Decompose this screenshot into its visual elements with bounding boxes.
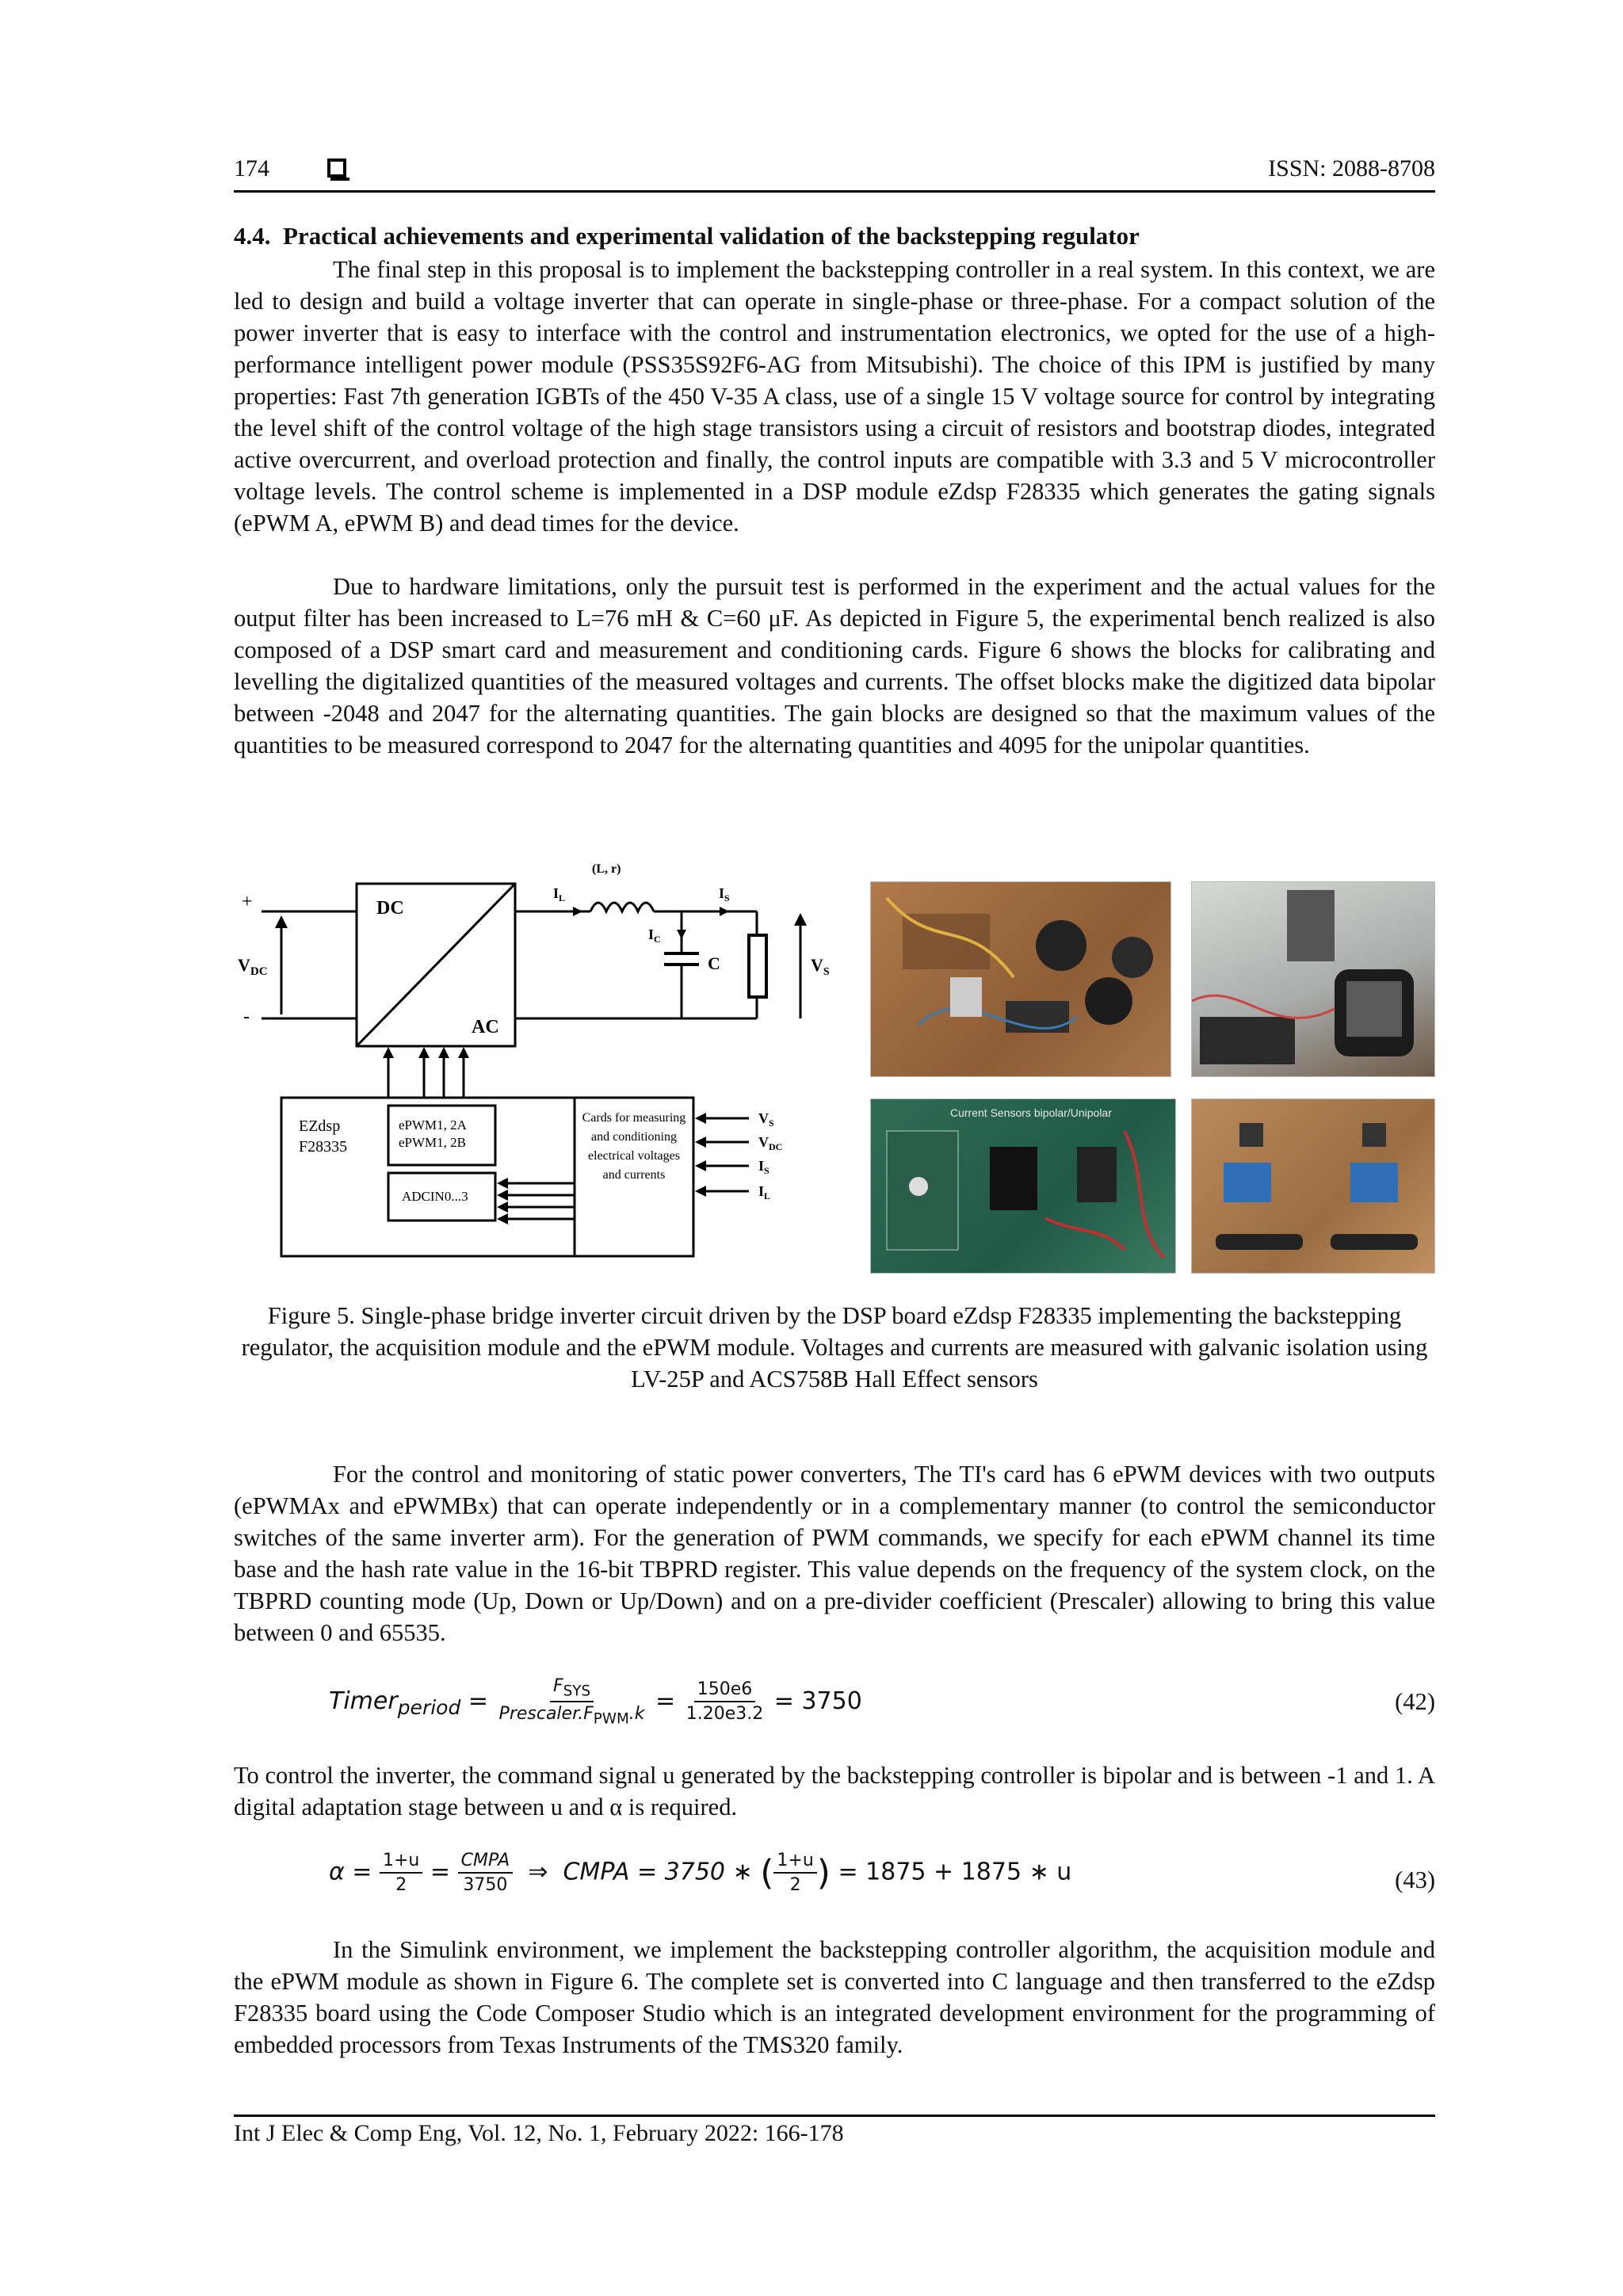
photo-experimental-bench — [1191, 881, 1435, 1077]
vs-label: $V_S$ — [811, 955, 830, 978]
paragraph-4: To control the inverter, the command signal u generated by the backstepping controller is bipolar and is between -1 and 1. A digital adaptation stage between u and α is required. — [234, 1762, 1435, 1820]
inductor — [590, 903, 654, 911]
issn: ISSN: 2088-8708 — [1268, 155, 1435, 181]
c-label: C — [708, 953, 720, 973]
figure-caption: Figure 5. Single-phase bridge inverter circuit driven by the DSP board eZdsp F28335 implementing the backstepping regulator, the acquisition module and the ePWM module. Voltages and currents are measured with galvanic isolation using LV-25P and ACS758B Hall Effect sensors — [241, 1302, 1428, 1392]
photo-current-sensors — [870, 1098, 1176, 1274]
epwm-label-2: ePWM1, 2B — [399, 1135, 466, 1150]
paragraph-1: The final step in this proposal is to implement the backstepping controller in a real system. In this context, we are led to design and build a voltage inverter that can operate in single-phase or three-phase. For a compact solution of the power inverter that is easy to interface with the control and instrumentation electronics, we opted for the use of a high-performance intelligent power module (PSS35S92F6-AG from Mitsubishi). The choice of this IPM is justified by many properties: Fast 7th generation IGBTs of the 450 V-35 A class, use of a single 15 V voltage source for control by integrating the level shift of the control voltage of the high stage transistors using a circuit of resistors and bootstrap diodes, integrated active overcurrent, and overload protection and finally, the control inputs are compatible with 3.3 and 5 V microcontroller voltage levels. The control scheme is implemented in a DSP module eZdsp F28335 which generates the gating signals (ePWM A, ePWM B) and dead times for the device. — [234, 256, 1435, 537]
cards-label-3: electrical voltages — [588, 1149, 680, 1163]
section-heading — [234, 222, 1140, 250]
inverter-circuit-diagram — [234, 852, 836, 1264]
il-label: $I_L$ — [553, 885, 566, 904]
ezdsp-label-2: F28335 — [299, 1138, 348, 1156]
header-rule — [234, 190, 1435, 193]
footer-rule — [234, 2115, 1435, 2117]
is-label: $I_S$ — [719, 885, 730, 904]
paragraph-2: Due to hardware limitations, only the pursuit test is performed in the experiment and the actual values for the output filter has been increased to L=76 mH & C=60 μF. As depicted in Figure 5, the experimental bench realized is also composed of a DSP smart card and measurement and conditioning cards. Figure 6 shows the blocks for calibrating and levelling the digitalized quantities of the measured voltages and currents. The offset blocks make the digitized data bipolar between -2048 and 2047 for the alternating quantities. The gain blocks are designed so that the maximum values of the quantities to be measured correspond to 2047 for the alternating quantities and 4095 for the unipolar quantities. — [234, 573, 1435, 758]
footer-citation: Int J Elec & Comp Eng, Vol. 12, No. 1, February 2022: 166-178 — [234, 2120, 844, 2146]
cards-label-2: and conditioning — [591, 1130, 677, 1144]
lr-label: (L, r) — [592, 862, 621, 876]
input-vs-label: $V_S$ — [758, 1110, 774, 1129]
paragraph-5: In the Simulink environment, we implement the backstepping controller algorithm, the acquisition module and the ePWM module as shown in Figure 6. The complete set is converted into C language and then transferred to the eZdsp F28335 board using the Code Composer Studio which is an integrated development environment for the programming of embedded processors from Texas Instruments of the TMS320 family. — [234, 1936, 1435, 2058]
plus-label: + — [242, 892, 253, 912]
equation-43-number: (43) — [1395, 1866, 1435, 1893]
paragraph-3: For the control and monitoring of static power converters, The TI's card has 6 ePWM devices with two outputs (ePWMAx and ePWMBx) that can operate independently or in a complementary manner (to control the semiconductor switches of the same inverter arm). For the generation of PWM commands, we specify for each ePWM channel its time base and the hash rate value in the 16-bit TBPRD register. This value depends on the frequency of the system clock, on the TBPRD counting mode (Up, Down or Up/Down) and on a pre-divider coefficient (Prescaler) allowing to bring this value between 0 and 65535. — [234, 1461, 1435, 1646]
load-resistor — [749, 935, 766, 997]
adc-label: ADCIN0...3 — [402, 1189, 468, 1204]
epwm-label-1: ePWM1, 2A — [399, 1117, 467, 1133]
cards-label-1: Cards for measuring — [582, 1111, 686, 1125]
section-title: Practical achievements and experimental validation of the backstepping regulator — [283, 222, 1140, 250]
photo-voltage-sensors — [1191, 1098, 1435, 1274]
ic-label: $I_C$ — [648, 926, 661, 945]
photo-voltage-sensors-detail — [1192, 1099, 1434, 1273]
checkbox-square-icon — [327, 159, 346, 178]
equation-42-number: (42) — [1395, 1688, 1435, 1715]
section-number: 4.4. — [234, 222, 271, 250]
cards-label-4: and currents — [602, 1168, 666, 1182]
vdc-label: $V_{DC}$ — [238, 955, 268, 978]
photo-current-sensors-detail — [871, 1099, 1175, 1273]
input-vdc-label: $V_{DC}$ — [758, 1134, 783, 1152]
photo-sensor-caption: Current Sensors bipolar/Unipolar — [950, 1106, 1112, 1119]
page-number: 174 — [234, 155, 269, 181]
minus-label: - — [243, 1007, 250, 1027]
input-is-label: $I_S$ — [758, 1158, 769, 1176]
input-il-label: $I_L$ — [758, 1183, 771, 1201]
equation-42: Timer$_{period}$ = $\frac{F_{SYS}}{Prescaler.F_{PWM}.k}$ = $\frac{150e6}{1.20e3.2}$ = 3750 — [329, 1676, 862, 1728]
dc-label: DC — [376, 898, 404, 919]
photo-experimental-bench-detail — [1192, 882, 1434, 1076]
ezdsp-label-1: EZdsp — [299, 1117, 341, 1135]
ac-label: AC — [472, 1017, 499, 1037]
photo-inverter-board — [870, 881, 1171, 1077]
photo-inverter-board-detail — [871, 882, 1170, 1076]
equation-43: α = $\frac{1+u}{2}$ = $\frac{\text{CMPA}}{3750}$ ⇒ CMPA = 3750 ∗ ( $\frac{1+u}{2}$ ) = 1875 + 1875 ∗ u — [329, 1851, 1072, 1895]
